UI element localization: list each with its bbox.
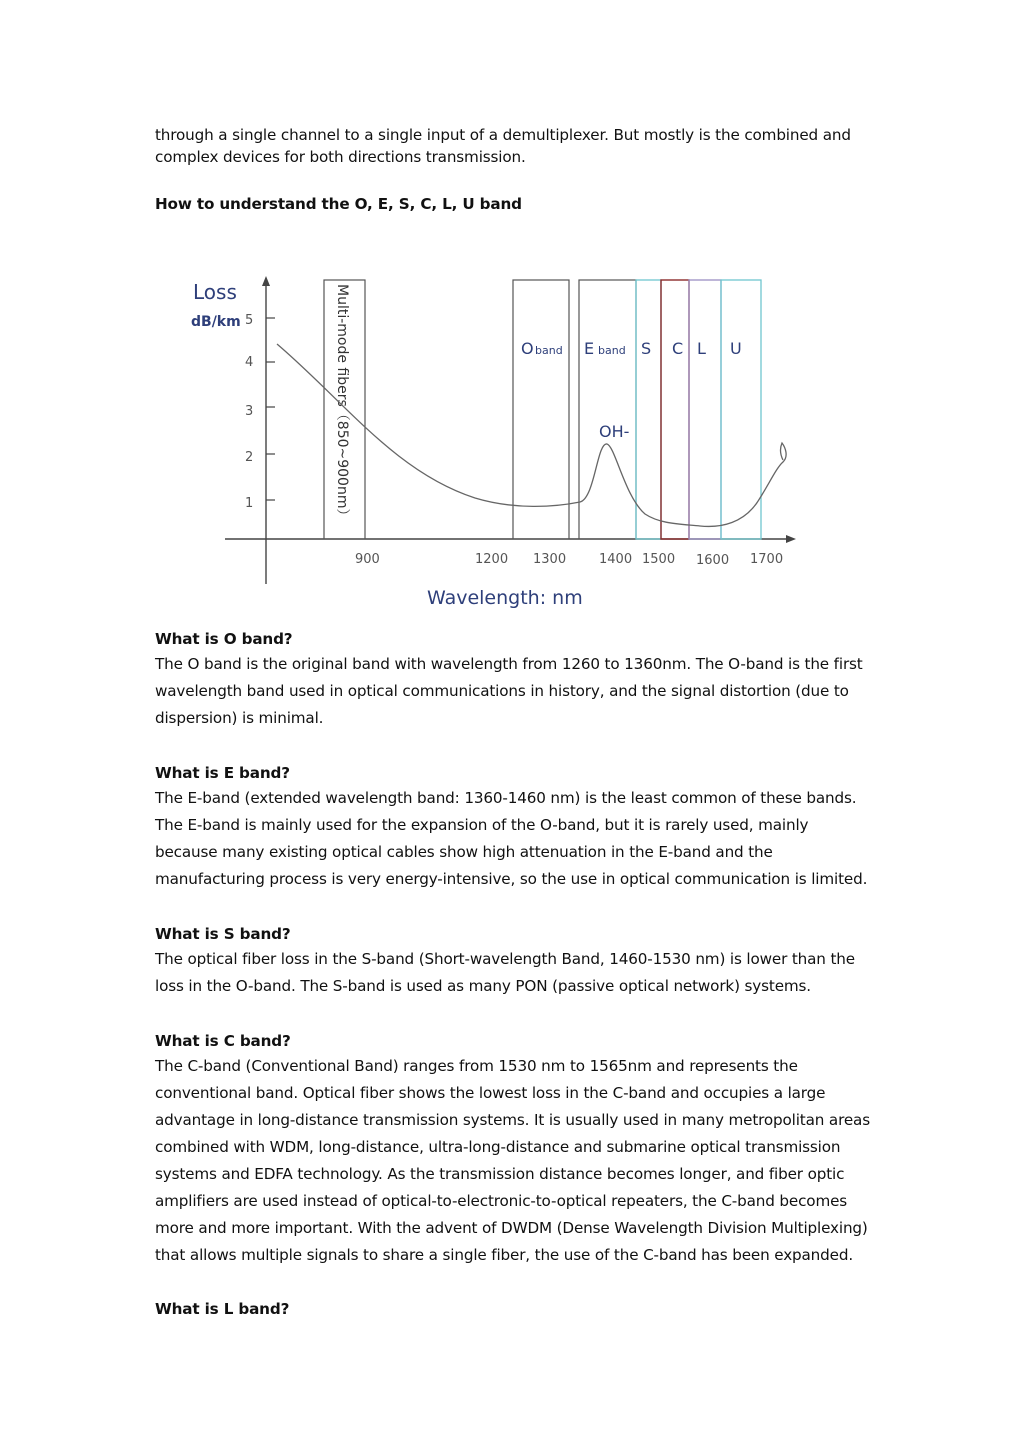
y-tick-2: 2: [245, 450, 254, 465]
e-band-text: The E-band (extended wavelength band: 1360-1460 nm) is the least common of these bands. The E-band is mainly used for the expansion of the O-band, but it is rarely used, mainly because many existing optical cables show high attenuation in the E-band and the manufacturing process is very energy-intensive, so the use in optical communication is limited.: [155, 789, 868, 888]
loss-curve: [277, 344, 786, 526]
s-band-box: [636, 280, 661, 539]
s-band-text: The optical fiber loss in the S-band (Short-wavelength Band, 1460-1530 nm) is lower than the loss in the O-band. The S-band is used as many PON (passive optical network) systems.: [155, 950, 855, 995]
multimode-label: Multi-mode fibers（850~900nm）: [334, 284, 350, 523]
x-axis-arrow: [786, 535, 796, 543]
heading-e-band: What is E band?: [155, 764, 290, 782]
heading-o-band: What is O band?: [155, 630, 293, 648]
c-band-label: C: [672, 339, 684, 358]
x-tick-1500: 1500: [642, 552, 676, 567]
o-band-letter: O: [521, 339, 534, 358]
c-band-text: The C-band (Conventional Band) ranges from 1530 nm to 1565nm and represents the conventional band. Optical fiber shows the lowest loss in the C-band and occupies a large advantage in long-distance transmission systems. It is usually used in many metropolitan areas combined with WDM, long-distance, ultra-long-distance and submarine optical transmission systems and EDFA technology. As the transmission distance becomes longer, and fiber optic amplifiers are used instead of optical-to-electronic-to-optical repeaters, the C-band becomes more and more important. With the advent of DWDM (Dense Wavelength Division Multiplexing) that allows multiple signals to share a single fiber, the use of the C-band has been expanded.: [155, 1057, 870, 1264]
y-tick-labels: [245, 313, 253, 511]
o-band-box: [513, 280, 569, 539]
heading-c-band: What is C band?: [155, 1032, 291, 1050]
y-tick-3: 3: [245, 404, 254, 419]
heading-l-band: What is L band?: [155, 1300, 290, 1318]
e-band-sub: band: [598, 344, 626, 357]
heading-s-band: What is S band?: [155, 925, 291, 943]
x-tick-1600: 1600: [696, 553, 730, 568]
x-tick-900: 900: [355, 552, 380, 567]
x-axis-title: Wavelength: nm: [427, 587, 583, 609]
y-axis-arrow: [262, 276, 270, 286]
u-band-label: U: [730, 339, 742, 358]
y-tick-5: 5: [245, 313, 254, 328]
oh-peak-label: OH-: [599, 422, 630, 441]
x-tick-1700: 1700: [750, 552, 784, 567]
o-band-sub: band: [535, 344, 563, 357]
y-tick-4: 4: [245, 355, 254, 370]
y-axis-title: Loss: [193, 280, 237, 304]
y-tick-marks: [266, 318, 275, 500]
o-band-text: The O band is the original band with wavelength from 1260 to 1360nm. The O-band is the first wavelength band used in optical communications in history, and the signal distortion (due to dispersion) is minimal.: [155, 655, 863, 727]
x-tick-labels: [355, 552, 783, 568]
band-loss-figure: [175, 262, 855, 622]
intro-paragraph: through a single channel to a single input of a demultiplexer. But mostly is the combined and complex devices for both directions transmission.: [155, 126, 851, 166]
u-band-box: [721, 280, 761, 539]
l-band-label: L: [697, 339, 706, 358]
heading-bands: How to understand the O, E, S, C, L, U band: [155, 195, 522, 213]
band-loss-diagram: [175, 262, 855, 622]
y-tick-1: 1: [245, 496, 254, 511]
e-band-letter: E: [584, 339, 595, 358]
e-band-box: [579, 280, 636, 539]
x-tick-1200: 1200: [475, 552, 509, 567]
x-tick-1300: 1300: [533, 552, 567, 567]
s-band-label: S: [641, 339, 652, 358]
c-band-box: [661, 280, 689, 539]
y-axis-unit: dB/km: [191, 314, 241, 330]
l-band-box: [689, 280, 721, 539]
x-tick-1400: 1400: [599, 552, 633, 567]
